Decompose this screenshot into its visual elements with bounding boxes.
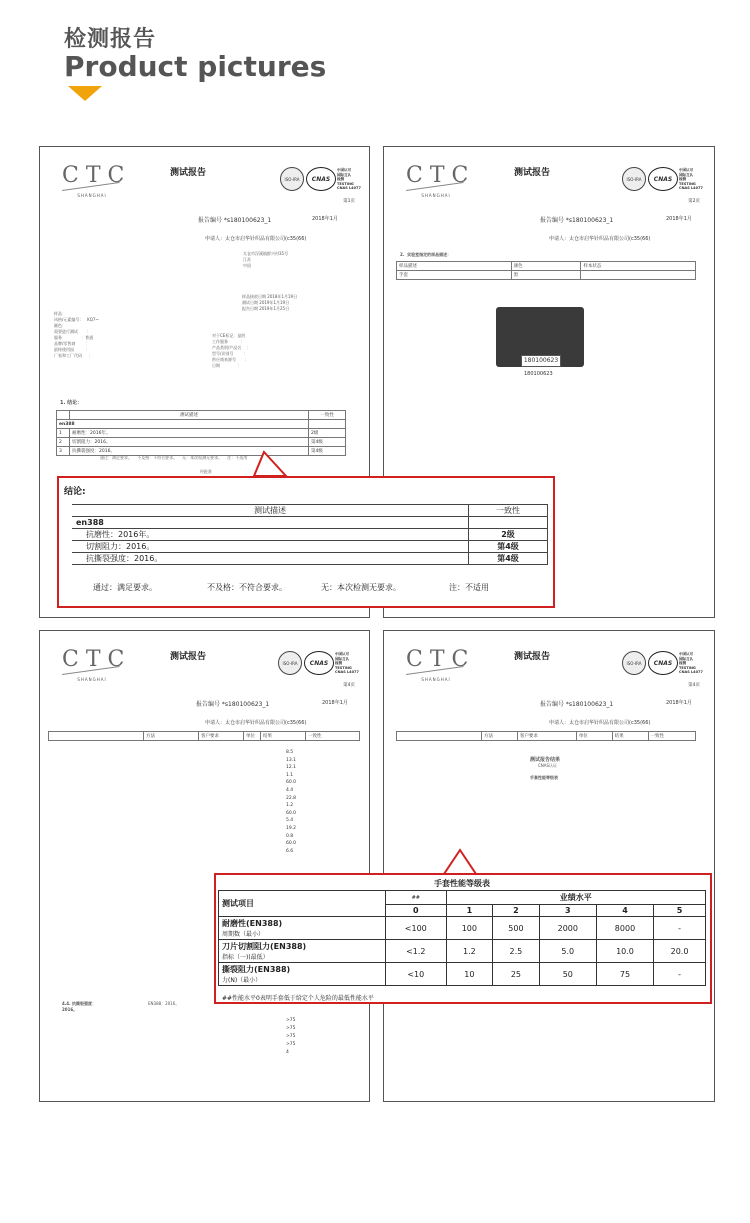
applicant: 申请人：太仓市启华针织品有限公司(c35(66): [205, 720, 307, 726]
row-blade-cut: 刀片切割阻力(EN388) 指标（一)(最低）: [219, 940, 386, 963]
cnas-logo: CNAS: [304, 651, 334, 675]
row-cut: 切割阻力：2016。: [72, 541, 469, 553]
report-title: 测试报告: [514, 652, 551, 662]
summary-subtitle: CNAS认证: [538, 763, 558, 768]
applicant: 申请人：太仓市启华针织品有限公司(c35(66): [549, 720, 651, 726]
report-title: 测试报告: [514, 168, 551, 178]
ctc-logo: CTC SHANGHAI: [62, 163, 132, 198]
row-abrasion: 耐磨性(EN388) 周期数（最小）: [219, 917, 386, 940]
header-triangle: [68, 86, 102, 101]
report-number: 报告编号 *s180100623_1: [540, 217, 614, 224]
zoom-conclusion-table: [72, 504, 548, 565]
report-date: 2018年1月: [322, 700, 348, 706]
zoom-pointer-2: [440, 848, 480, 876]
summary-title: 测试报告结果: [530, 757, 561, 763]
tear-section: 4.4. 抗撕裂强度： 2016。: [62, 1001, 96, 1012]
legend-note: 注：不适用: [449, 583, 489, 592]
zoom-pointer-1: [250, 450, 290, 478]
grade-title-small: 手套性能等级表: [530, 775, 558, 780]
report-page-4: [383, 630, 715, 1102]
ctc-logo: CTC SHANGHAI: [406, 647, 476, 682]
applicant: 申请人：太仓市启华针织品有限公司(c35(66): [549, 236, 651, 242]
applicant: 申请人：太仓市启华针织品有限公司(c35(66): [205, 236, 307, 242]
row-abrasion: 抗磨性：2016年。: [72, 529, 469, 541]
sample-info-2: 对于CE标记：是的 工作服务 ： 产品类别/产品名 ： 型号/识别号 ： 供应商来源号 ： 日期 ：: [212, 333, 251, 368]
zoom-conclusion-title: 结论:: [64, 487, 86, 497]
result-values: 8.5 13.1 12.1 1.1 60.0 4.4 22.8 1.2 60.0 5.4 19.2 0.8 60.0 6.6: [286, 750, 297, 854]
report-number: 报告编号 *s180100623_1: [196, 701, 270, 708]
legend-line: 通过：满足要求。 不及格：不符合要求。 无：本次检测无要求。 注：不适用: [100, 455, 248, 460]
col-conformity: 一致性: [469, 505, 548, 517]
photo-caption: 180100623: [524, 371, 553, 377]
conclusion-label: 1. 结论：: [60, 400, 83, 406]
iso-cert-icon: ISO-IRA: [622, 167, 646, 191]
cnas-text: 中国认可 国际互认 检测 TESTING CNAS L4077: [679, 652, 703, 674]
sample-table: 样品描述 颜色 样本状态 手套 黑: [396, 261, 696, 280]
report-page-3: [39, 630, 370, 1102]
tear-values: >75 >75 >75 >75 4: [286, 1018, 296, 1055]
legend-none: 无：本次检测无要求。: [321, 583, 401, 592]
legend-pass: 通过：满足要求。: [93, 583, 157, 592]
cnas-text: 中国认可 国际互认 检测 TESTING CNAS L4077: [335, 652, 359, 674]
approved-by: 经批准: [200, 469, 212, 474]
ctc-logo: CTC SHANGHAI: [406, 163, 476, 198]
row-en388: en388: [72, 517, 469, 529]
report-title: 测试报告: [170, 652, 207, 662]
grade-footnote: ##性能水平0表明手套低于给定个人危险的最低性能水平: [222, 995, 374, 1002]
address: 太仓市浮溪镇群兴村35号 江苏 中国: [243, 251, 289, 268]
cnas-logo: CNAS: [306, 167, 336, 191]
grade-zoom-panel: [214, 873, 712, 1004]
col-desc: 测试描述: [72, 505, 469, 517]
iso-cert-icon: ISO-IRA: [278, 651, 302, 675]
cnas-text: 中国认可 国际互认 检测 TESTING CNAS L4077: [337, 168, 361, 190]
report-date: 2018年1月: [666, 216, 692, 222]
tear-method: EN388：2016。: [148, 1001, 180, 1006]
col-test-item: 测试项目: [219, 891, 386, 917]
header-title-cn: 检测报告: [64, 27, 157, 52]
page-number: 第1页: [343, 199, 355, 204]
header-title-en: Product pictures: [64, 50, 327, 83]
row-tear: 撕裂阻力(EN388) 力(N)（最小）: [219, 963, 386, 986]
iso-cert-icon: ISO-IRA: [622, 651, 646, 675]
conclusion-zoom-panel: [57, 476, 555, 608]
sample-section: 2. 实验室指定的样品描述：: [400, 252, 452, 257]
cnas-text: 中国认可 国际互认 检测 TESTING CNAS L4077: [679, 168, 703, 190]
cnas-logo: CNAS: [648, 651, 678, 675]
report-date: 2018年1月: [666, 700, 692, 706]
report-number: 报告编号 *s180100623_1: [198, 217, 272, 224]
ctc-logo: CTC SHANGHAI: [62, 647, 132, 682]
dates-block: 样品接收日期 2018年1月19日 测试日期 2019年1月19日 报告日期 2019年1月25日: [242, 294, 298, 311]
row-cut-res: 第4级: [469, 541, 548, 553]
row-tear: 抗撕裂强度：2016。: [72, 553, 469, 565]
photo-label: 180100623: [521, 355, 561, 367]
sample-info: 样品： 风格/元素编号： KQ7~ 颜色： 需要进行测试 ： 服务 ：普通 品牌/零售商 ： 最终使用国 ： 厂家和工厂代码 ：: [54, 311, 99, 358]
grade-table: 手套性能等级表 测试项目 ## 业绩水平 0 1 2 3 4 5 耐磨性(EN388) 周期数（最小） <100 100 500 2000 8000 - 刀片切割阻力(EN388) 指标（一)(最低） <1.2 1.2 2.5 5.0 10.0 20.0 撕裂阻力(EN388) 力(N)（最小） <10 10 25 50 75 -: [218, 877, 706, 986]
page-number: 第4页: [688, 683, 700, 688]
grade-title: 手套性能等级表: [434, 879, 490, 888]
results-header: 方法 客户要求 单位 结果 一致性: [396, 731, 696, 741]
page-number: 第2页: [688, 199, 700, 204]
report-date: 2018年1月: [312, 216, 338, 222]
report-title: 测试报告: [170, 168, 207, 178]
iso-cert-icon: ISO-IRA: [280, 167, 304, 191]
row-abrasion-res: 2级: [469, 529, 548, 541]
conclusion-table: 测试描述 一致性 en388 1 耐磨性：2016年。 2级 2 切割阻力：2016。 第4级 3 抗撕裂强度：2016。 第4级: [56, 410, 346, 456]
col-performance-level: 业绩水平: [446, 891, 705, 905]
cnas-logo: CNAS: [648, 167, 678, 191]
page-number: 第4页: [343, 683, 355, 688]
row-tear-res: 第4级: [469, 553, 548, 565]
report-number: 报告编号 *s180100623_1: [540, 701, 614, 708]
results-table: 方法 客户要求 单位 结果 一致性: [48, 731, 360, 741]
legend-fail: 不及格：不符合要求。: [207, 583, 287, 592]
